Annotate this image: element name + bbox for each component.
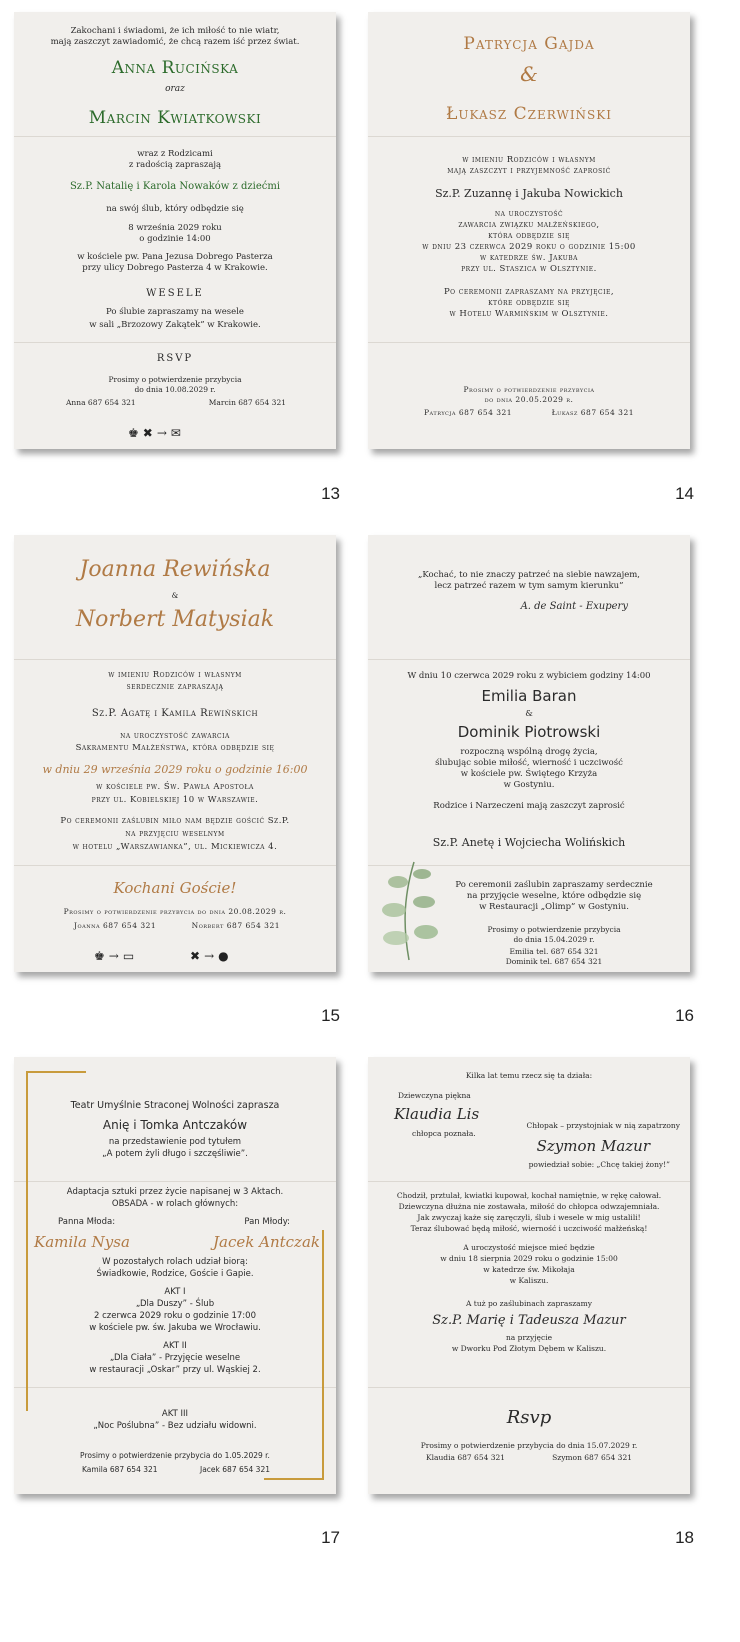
quote-line: „Kochać, to nie znaczy patrzeć na siebie nawzajem, [417,570,641,580]
card-number: 15 [321,1006,340,1025]
contact-bride: Klaudia 687 654 321 [426,1453,506,1462]
text-line: Adaptacja sztuki przez życie napisanej w 3 Aktach. [66,1187,284,1197]
text-line: w Gostyniu. [503,780,555,790]
envelope-icon: ✉ [170,426,181,440]
rsvp-icons-right [190,949,229,963]
card-number: 13 [321,484,340,503]
text-line: które odbędzie się [488,298,570,308]
wedding-couple-icon: ♚ [128,426,139,440]
text-line: na przedstawienie pod tytułem [108,1137,242,1147]
text-line: A tuż po zaślubinach zapraszamy [466,1299,592,1308]
contact-groom: Łukasz 687 654 321 [551,408,634,417]
invitation-card-18[interactable] [368,1057,690,1494]
text-line: W dniu 10 czerwca 2029 roku z wybiciem godziny 14:00 [407,671,651,681]
groom-name: Marcin Kwiatkowski [88,108,262,128]
text-line: Chłopak – przystojniak w nią zapatrzony [526,1121,680,1130]
groom-name: Norbert Matysiak [75,607,275,632]
text-line: Chodził, prztulał, kwiatki kupował, kochał namiętnie, w rękę całował. [396,1191,662,1200]
text-line: Prosimy o potwierdzenie przybycia do 1.05.2029 r. [80,1451,270,1460]
text-line: o godzinie 14:00 [139,234,211,244]
contact-bride: Kamila 687 654 321 [82,1465,158,1474]
rsvp-icons-left [94,949,134,963]
role-groom-label: Pan Młody: [244,1217,290,1227]
arrow-right-icon: → [108,949,119,963]
text-line: w Hotelu Warmińskim w Olsztynie. [449,309,609,319]
text-line: na przyjęcie weselne, które odbędzie się [466,891,642,901]
text-line: przy ul. Kobielskiej 10 w Warszawie. [91,795,259,805]
text-line: Prosimy o potwierdzenie przybycia do dnia 20.08.2029 r. [63,907,287,916]
greeting: Kochani Goście! [113,879,237,897]
text-line: Po ślubie zapraszamy na wesele [106,307,244,317]
bride-name: Anna Rucińska [111,58,239,78]
text-line: na uroczystość zawarcia [120,731,230,741]
text-line: Teatr Umyślnie Straconej Wolności zaprasza [70,1100,280,1111]
text-line: mają zaszczyt i przyjemność zaprosić [447,166,611,176]
text-line: na uroczystość [494,209,564,219]
section-heading: WESELE [146,288,204,299]
guest-names: Sz.P. Natalię i Karola Nowaków z dziećmi [69,181,281,192]
bottle-icon: ▭ [122,949,135,963]
text-line: w hotelu „Warszawianka”, ul. Mickiewicza 4. [72,842,278,852]
text-line: w kościele pw. Św. Pawła Apostoła [96,782,254,792]
text-line: z radością zapraszają [128,160,222,170]
text-line: w Dworku Pod Złotym Dębem w Kaliszu. [451,1344,607,1353]
text-line: Prosimy o potwierdzenie przybycia [487,925,621,934]
conjunction: oraz [165,84,185,94]
text-line: w dniu 18 sierpnia 2029 roku o godzinie 15:00 [440,1254,618,1263]
gold-frame-bottom [264,1478,324,1480]
text-line: Po ceremonii zaślubin miło nam będzie gościć Sz.P. [60,816,290,826]
card-number: 14 [675,484,694,503]
text-line: zawarcia związku małżeńskiego, [458,220,600,230]
groom-name: Szymon Mazur [536,1137,650,1155]
rsvp-heading: RSVP [156,353,194,364]
text-line: ślubując sobie miłość, wierność i uczciwość [435,758,623,768]
text-line: Kilka lat temu rzecz się ta działa: [465,1071,593,1080]
text-line: W pozostałych rolach udział biorą: [102,1257,248,1267]
text-line: Prosimy o potwierdzenie przybycia [108,375,242,384]
text-line: Po ceremonii zaślubin zapraszamy serdecznie [455,880,653,890]
text-line: na przyjęcie [505,1333,553,1342]
card-number: 18 [675,1528,694,1547]
text-line: Dziewczyna dłużna nie zostawała, miłość do chłopca odwzajemniała. [398,1202,660,1211]
bride-name: Patrycja Gajda [463,34,595,54]
gold-frame-top [26,1071,86,1073]
piggy-bank-icon: ● [218,949,229,963]
groom-name: Jacek Antczak [213,1233,320,1251]
text-line: „Noc Poślubna” - Bez udziału widowni. [93,1421,257,1431]
guest-names: Sz.P. Zuzannę i Jakuba Nowickich [435,187,623,200]
text-line: rozpoczną wspólną drogę życia, [460,747,598,757]
text-line: przy ulicy Dobrego Pasterza 4 w Krakowie. [82,263,268,273]
guest-names: Anię i Tomka Antczaków [102,1118,248,1132]
quote-line: lecz patrzeć razem w tym samym kierunku” [434,581,624,591]
no-gift-icon: ✖ [190,949,201,963]
quote-author: A. de Saint - Exupery [520,601,628,612]
invitation-card-15[interactable] [14,535,336,972]
contact-bride: Patrycja 687 654 321 [424,408,513,417]
text-line: w imieniu Rodziców i własnym [108,670,242,680]
guest-names: Sz.P. Anetę i Wojciecha Wolińskich [432,836,626,849]
intro-line: mają zaszczyt zawiadomić, że chcą razem iść przez świat. [50,37,300,47]
text-line: w kościele pw. św. Jakuba we Wrocławiu. [89,1323,261,1333]
text-line: na swój ślub, który odbędzie się [106,204,244,214]
invitation-card-14[interactable] [368,12,690,449]
text-line: do dnia 10.08.2029 r. [134,385,216,394]
text-line: do dnia 20.05.2029 r. [484,395,574,404]
bride-name: Kamila Nysa [34,1233,130,1251]
guest-names: Sz.P. Marię i Tadeusza Mazur [432,1313,626,1328]
text-line: która odbędzie się [488,231,570,241]
text-line: do dnia 15.04.2029 r. [513,935,595,944]
groom-name: Dominik Piotrowski [457,723,601,741]
text-line: Dziewczyna piękna [398,1091,471,1100]
text-line: serdecznie zapraszają [126,682,224,692]
contact-bride: Anna 687 654 321 [66,398,136,407]
text-line: powiedział sobie: „Chcę takiej żony!” [528,1160,670,1169]
arrow-right-icon: → [204,949,215,963]
text-line: „Dla Ciała” - Przyjęcie weselne [109,1353,241,1363]
text-line: w restauracji „Oskar” przy ul. Wąskiej 2. [89,1365,261,1375]
guest-names: Sz.P. Agatę i Kamila Rewińskich [91,708,259,719]
text-line: „Dla Duszy” - Ślub [135,1299,215,1309]
text-line: w dniu 23 czerwca 2029 roku o godzinie 15:00 [422,242,636,252]
wedding-couple-icon: ♚ [94,949,105,963]
text-line: Rodzice i Narzeczeni mają zaszczyt zaprosić [433,801,625,811]
text-line: Po ceremonii zapraszamy na przyjęcie, [443,287,615,297]
text-line: 8 września 2029 roku [128,223,222,233]
act-heading: AKT III [161,1409,189,1419]
contact-bride: Joanna 687 654 321 [74,921,157,930]
card-number: 17 [321,1528,340,1547]
text-line: Sakramentu Małżeństwa, która odbędzie się [75,743,275,753]
text-line: przy ul. Staszica w Olsztynie. [461,264,597,274]
text-line: w katedrze św. Jakuba [479,253,579,263]
text-line: Prosimy o potwierdzenie przybycia [463,385,595,394]
arrow-right-icon: → [156,426,167,440]
text-line: w sali „Brzozowy Zakątek” w Krakowie. [89,320,261,330]
text-line: na przyjęciu weselnym [125,829,225,839]
ampersand: & [520,62,538,86]
text-line: chłopca poznała. [412,1129,476,1138]
bride-name: Joanna Rewińska [79,557,271,582]
no-gift-icon: ✖ [142,426,153,440]
text-line: w kościele pw. Pana Jezusa Dobrego Pasterza [77,252,273,262]
role-bride-label: Panna Młoda: [58,1217,116,1227]
invitation-card-13[interactable] [14,12,336,449]
ampersand: & [525,709,533,719]
text-line: „A potem żyli długo i szczęśliwie”. [102,1149,248,1159]
text-line: w kościele pw. Świętego Krzyża [460,769,598,779]
contact-bride: Emilia tel. 687 654 321 [509,947,599,956]
ampersand: & [171,591,179,600]
rsvp-heading: Rsvp [506,1407,552,1428]
invitation-card-16[interactable] [368,535,690,972]
text-line: Jak zwyczaj każe się zaręczyli, ślub i wesele w mig ustalili! [417,1213,641,1222]
text-line: Teraz ślubować będą miłość, wierność i uczciwość małżeńską! [410,1224,648,1233]
contact-groom: Jacek 687 654 321 [200,1465,270,1474]
act-heading: AKT II [163,1341,187,1351]
event-date: w dniu 29 września 2029 roku o godzinie 16:00 [42,763,308,776]
text-line: Świadkowie, Rodzice, Goście i Gapie. [96,1269,254,1279]
intro-line: Zakochani i świadomi, że ich miłość to nie wiatr, [70,26,280,36]
text-line: 2 czerwca 2029 roku o godzinie 17:00 [94,1311,256,1321]
contact-groom: Szymon 687 654 321 [552,1453,632,1462]
contact-groom: Norbert 687 654 321 [191,921,280,930]
card-number: 16 [675,1006,694,1025]
text-line: w Restauracji „Olimp” w Gostyniu. [479,902,629,912]
text-line: w Kaliszu. [509,1276,549,1285]
invitation-card-17[interactable] [14,1057,336,1494]
contact-groom: Dominik tel. 687 654 321 [505,957,603,966]
act-heading: AKT I [164,1287,186,1297]
text-line: w katedrze św. Mikołaja [483,1265,575,1274]
bride-name: Emilia Baran [481,687,577,705]
rsvp-icons [128,426,181,440]
text-line: w imieniu Rodziców i własnym [462,155,596,165]
groom-name: Łukasz Czerwiński [446,104,612,124]
contact-groom: Marcin 687 654 321 [208,398,286,407]
text-line: wraz z Rodzicami [137,149,213,159]
text-line: OBSADA - w rolach głównych: [111,1199,239,1209]
bride-name: Klaudia Lis [394,1105,480,1123]
text-line: A uroczystość miejsce mieć będzie [463,1243,595,1252]
text-line: Prosimy o potwierdzenie przybycia do dnia 15.07.2029 r. [420,1441,638,1450]
